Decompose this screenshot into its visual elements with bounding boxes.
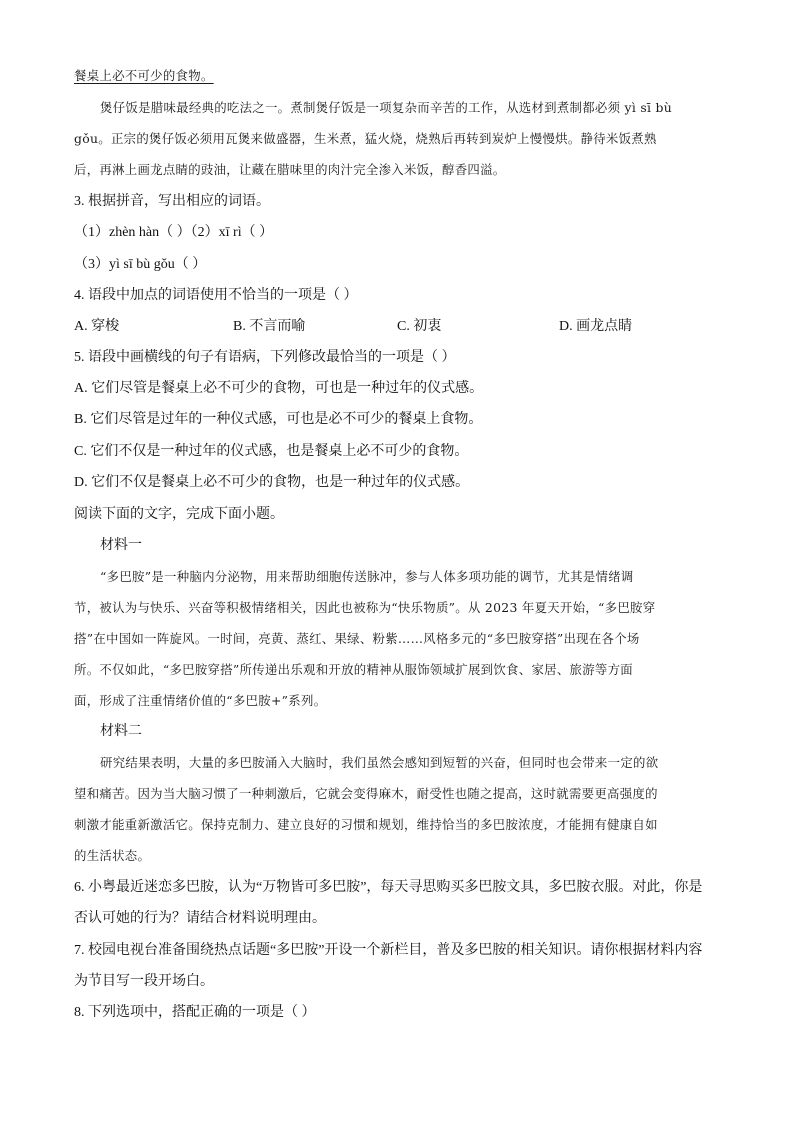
question-4-option-b: B. 不言而喻 bbox=[233, 319, 306, 334]
question-5-option-c: C. 它们不仅是一种过年的仪式感，也是餐桌上必不可少的食物。 bbox=[74, 444, 469, 459]
question-5-option-b: B. 它们尽管是过年的一种仪式感，可也是必不可少的餐桌上食物。 bbox=[74, 412, 483, 427]
passage-line: gǒu。正宗的煲仔饭必须用瓦煲来做盛器，生米煮，猛火烧，烧熟后再转到炭炉上慢慢烘。静待米饭煮熟 bbox=[74, 131, 657, 146]
material-1-line: 面，形成了注重情绪价值的“多巴胺+”系列。 bbox=[74, 693, 327, 708]
material-1-title: 材料一 bbox=[100, 538, 142, 553]
question-4-option-c: C. 初衷 bbox=[397, 319, 442, 334]
question-8-stem: 8. 下列选项中，搭配正确的一项是（ ） bbox=[74, 1005, 316, 1020]
question-5-stem: 5. 语段中画横线的句子有语病，下列修改最恰当的一项是（ ） bbox=[74, 350, 456, 365]
question-6-line: 否认可她的行为？请结合材料说明理由。 bbox=[74, 911, 326, 926]
passage-line: 后，再淋上画龙点睛的豉油，让藏在腊味里的肉汁完全渗入米饭，醇香四溢。 bbox=[74, 162, 506, 177]
question-4-option-d: D. 画龙点睛 bbox=[559, 319, 633, 334]
question-3-stem: 3. 根据拼音，写出相应的词语。 bbox=[74, 194, 270, 209]
question-3-blanks-line-2: （3）yì sī bù gǒu（ ） bbox=[74, 257, 207, 272]
material-2-line: 望和痛苦。因为当大脑习惯了一种刺激后，它就会变得麻木，耐受性也随之提高，这时就需要更高强度的 bbox=[74, 786, 658, 801]
material-1-line: 搭”在中国如一阵旋风。一时间，亮黄、蒸红、果绿、粉紫……风格多元的“多巴胺穿搭”出现在各个场 bbox=[74, 631, 640, 646]
passage-line: 煲仔饭是腊味最经典的吃法之一。煮制煲仔饭是一项复杂而辛苦的工作，从选材到煮制都必须 yì sī bù bbox=[100, 100, 673, 115]
question-4-stem: 4. 语段中加点的词语使用不恰当的一项是（ ） bbox=[74, 288, 358, 303]
question-7-line: 为节目写一段开场白。 bbox=[74, 974, 214, 989]
material-1-line: 节，被认为与快乐、兴奋等积极情绪相关，因此也被称为“快乐物质”。从 2023 年夏天开始，“多巴胺穿 bbox=[74, 600, 656, 615]
question-3-blanks-line-1: （1）zhèn hàn（ ）（2）xī rì（ ） bbox=[74, 225, 274, 240]
material-1-line: 所。不仅如此，“多巴胺穿搭”所传递出乐观和开放的精神从服饰领域扩展到饮食、家居、旅游等方面 bbox=[74, 662, 633, 677]
material-2-line: 刺激才能重新激活它。保持克制力、建立良好的习惯和规划，维持恰当的多巴胺浓度，才能拥有健康自如 bbox=[74, 817, 658, 832]
material-2-line: 的生活状态。 bbox=[74, 848, 151, 863]
underlined-sentence-tail: 餐桌上必不可少的食物。 bbox=[74, 68, 214, 83]
question-7-line: 7. 校园电视台准备围绕热点话题“多巴胺”开设一个新栏目，普及多巴胺的相关知识。请你根据材料内容 bbox=[74, 943, 703, 958]
material-1-line: “多巴胺”是一种脑内分泌物，用来帮助细胞传送脉冲，参与人体多项功能的调节，尤其是情绪调 bbox=[100, 569, 634, 584]
question-6-line: 6. 小粤最近迷恋多巴胺，认为“万物皆可多巴胺”，每天寻思购买多巴胺文具，多巴胺衣服。对此，你是 bbox=[74, 880, 703, 895]
reading-instruction: 阅读下面的文字，完成下面小题。 bbox=[74, 507, 284, 522]
material-2-line: 研究结果表明，大量的多巴胺涌入大脑时，我们虽然会感知到短暂的兴奋，但同时也会带来一定的欲 bbox=[100, 755, 659, 770]
question-5-option-d: D. 它们不仅是餐桌上必不可少的食物，也是一种过年的仪式感。 bbox=[74, 475, 470, 490]
material-2-title: 材料二 bbox=[100, 724, 142, 739]
question-5-option-a: A. 它们尽管是餐桌上必不可少的食物，可也是一种过年的仪式感。 bbox=[74, 381, 484, 396]
question-4-option-a: A. 穿梭 bbox=[74, 319, 120, 334]
